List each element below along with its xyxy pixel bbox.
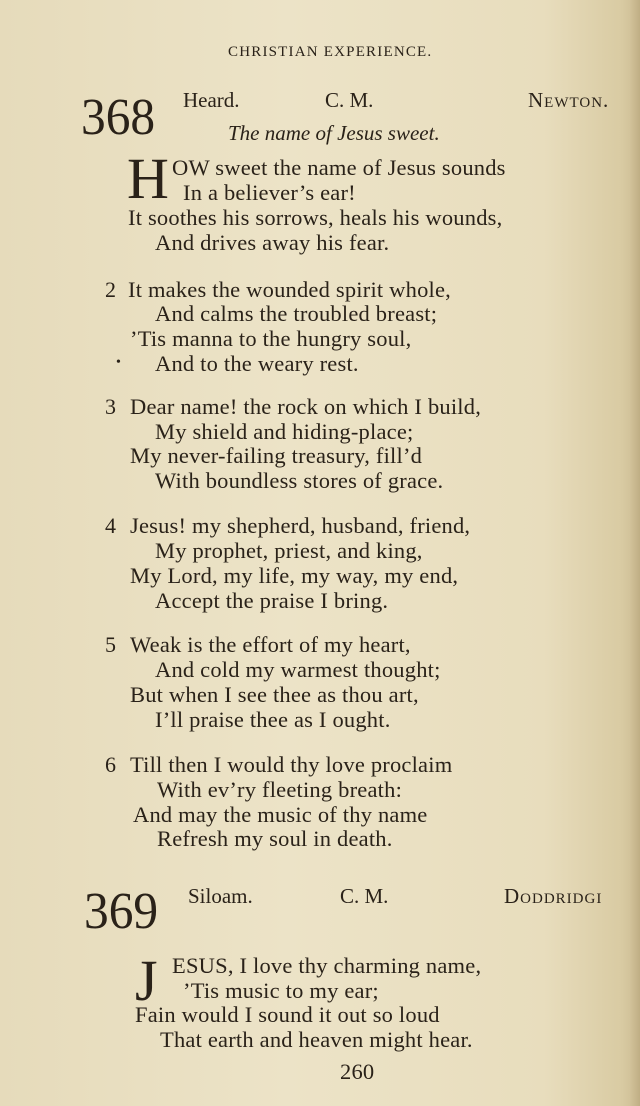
- verse-line: ’Tis music to my ear;: [183, 978, 379, 1003]
- verse-line: Weak is the effort of my heart,: [130, 632, 411, 657]
- tune-name: Heard.: [183, 88, 240, 112]
- verse-line: Till then I would thy love proclaim: [130, 752, 453, 777]
- running-head: CHRISTIAN EXPERIENCE.: [228, 44, 433, 60]
- verse-number: 6: [105, 752, 116, 777]
- drop-cap: H: [127, 146, 169, 211]
- verse-line: It soothes his sorrows, heals his wounds,: [128, 205, 503, 230]
- page-number: 260: [340, 1059, 375, 1084]
- verse-line: Jesus! my shepherd, husband, friend,: [130, 513, 471, 538]
- verse-line: OW sweet the name of Jesus sounds: [172, 155, 506, 180]
- verse-line: With boundless stores of grace.: [155, 468, 444, 493]
- meter: C. M.: [325, 88, 374, 112]
- verse-line: My Lord, my life, my way, my end,: [130, 563, 459, 588]
- verse-line: And cold my warmest thought;: [155, 657, 441, 682]
- hymn-subtitle: The name of Jesus sweet.: [228, 121, 440, 145]
- verse-line: Dear name! the rock on which I build,: [130, 394, 482, 419]
- hymn-number: 368: [81, 89, 156, 146]
- meter: C. M.: [340, 884, 389, 908]
- verse-line: ’Tis manna to the hungry soul,: [130, 326, 412, 351]
- author: Newton.: [528, 88, 610, 112]
- verse-number: 2: [105, 277, 116, 302]
- verse-line: Fain would I sound it out so loud: [135, 1002, 440, 1027]
- author: Doddridgi: [504, 884, 603, 908]
- verse-line: In a believer’s ear!: [183, 180, 356, 205]
- tune-name: Siloam.: [188, 884, 253, 908]
- verse-line: That earth and heaven might hear.: [160, 1027, 473, 1052]
- verse-line: Refresh my soul in death.: [157, 826, 393, 851]
- verse-line: It makes the wounded spirit whole,: [128, 277, 451, 302]
- verse-line: I’ll praise thee as I ought.: [155, 707, 391, 732]
- verse-line: And drives away his fear.: [155, 230, 390, 255]
- verse-line: Accept the praise I bring.: [155, 588, 389, 613]
- verse-line: My shield and hiding-place;: [155, 419, 414, 444]
- verse-line: But when I see thee as thou art,: [130, 682, 419, 707]
- verse-number: 4: [105, 513, 116, 538]
- verse-line: ESUS, I love thy charming name,: [172, 953, 482, 978]
- verse-line: And may the music of thy name: [133, 802, 428, 827]
- hymn-number: 369: [84, 883, 159, 940]
- verse-line: My never-failing treasury, fill’d: [130, 443, 423, 468]
- verse-line: And to the weary rest.: [155, 351, 359, 376]
- drop-cap: J: [135, 948, 158, 1013]
- verse-line: My prophet, priest, and king,: [155, 538, 423, 563]
- verse-number: 5: [105, 632, 116, 657]
- verse-line: And calms the troubled breast;: [155, 301, 438, 326]
- page-edge: [630, 0, 640, 1106]
- verse-line: With ev’ry fleeting breath:: [157, 777, 403, 802]
- verse-number: 3: [105, 394, 116, 419]
- bullet-mark: •: [116, 355, 121, 370]
